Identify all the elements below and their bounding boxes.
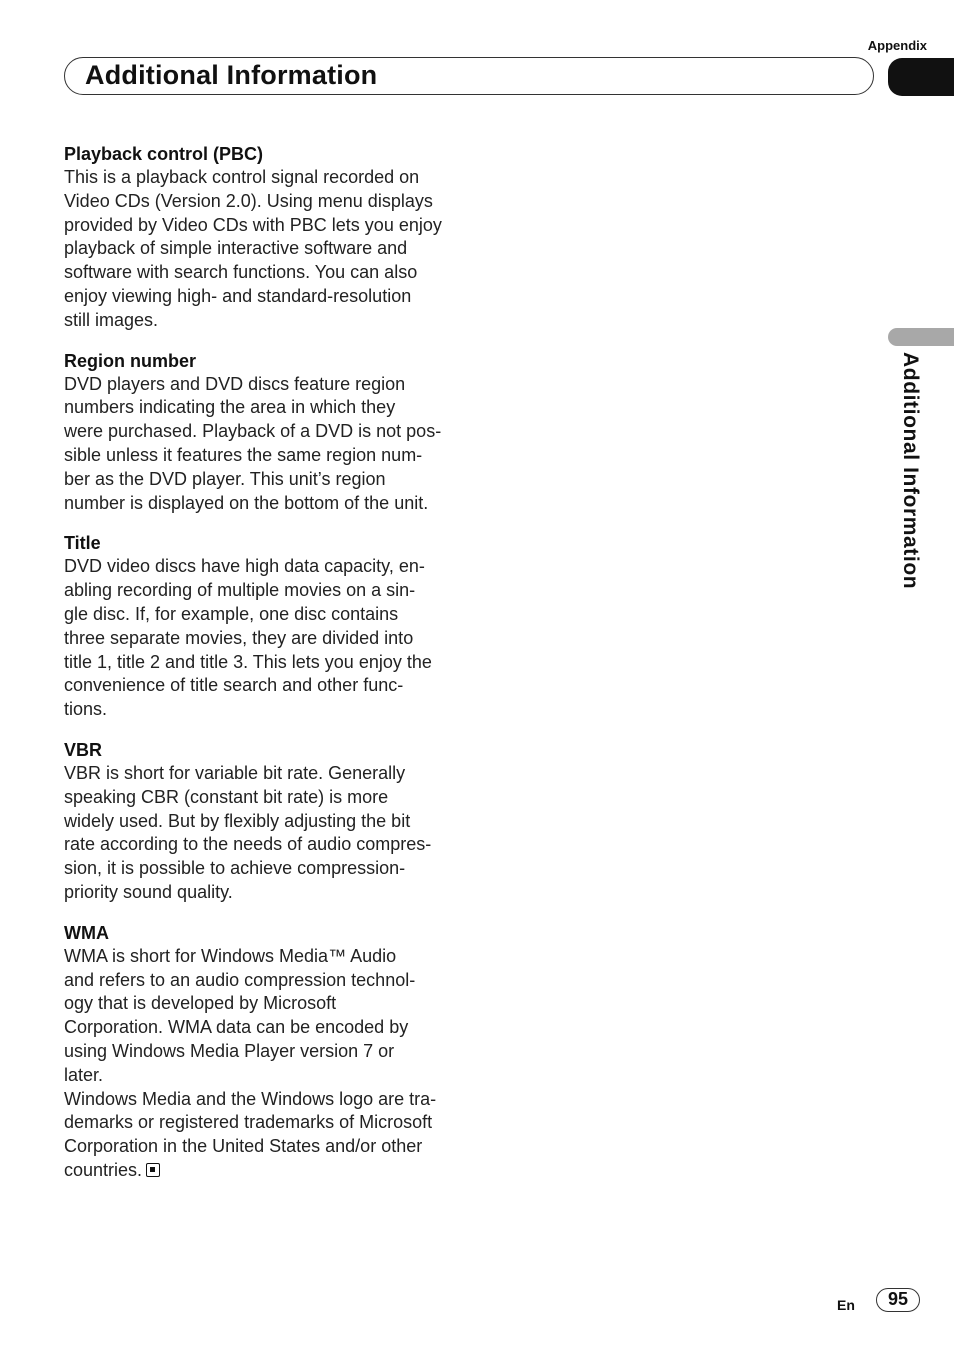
footer-language: En xyxy=(837,1297,855,1313)
entry-line: using Windows Media Player version 7 or xyxy=(64,1040,395,1061)
entry-line: priority sound quality. xyxy=(64,881,233,902)
entry-line: still images. xyxy=(64,309,159,330)
entry-line: widely used. But by flexibly adjusting the bit xyxy=(64,810,411,831)
glossary-entry-region-number xyxy=(64,349,464,516)
entry-line: tions. xyxy=(64,699,108,720)
entry-line: ogy that is developed by Microsoft xyxy=(64,993,337,1014)
entry-term: Title xyxy=(64,533,101,554)
entry-body xyxy=(64,762,464,905)
page-title: Additional Information xyxy=(85,60,378,90)
section-tab-marker xyxy=(888,58,954,96)
entry-line: software with search functions. You can also xyxy=(64,262,418,283)
entry-line: numbers indicating the area in which they xyxy=(64,397,396,418)
entry-line: Windows Media and the Windows logo are tra- xyxy=(64,1088,437,1109)
glossary-entry-title xyxy=(64,531,464,722)
entry-line: convenience of title search and other func- xyxy=(64,675,404,696)
entry-line: and refers to an audio compression technol- xyxy=(64,969,416,990)
entry-term: WMA xyxy=(64,922,109,943)
entry-line: title 1, title 2 and title 3. This lets you enjoy the xyxy=(64,651,432,672)
entry-line: VBR is short for variable bit rate. Generally xyxy=(64,762,406,783)
glossary-entry-pbc xyxy=(64,142,464,333)
entry-line: WMA is short for Windows Media™ Audio xyxy=(64,945,397,966)
glossary-entry-vbr xyxy=(64,738,464,905)
entry-line: provided by Video CDs with PBC lets you enjoy xyxy=(64,214,442,235)
entry-line: abling recording of multiple movies on a sin- xyxy=(64,580,416,601)
side-tab-marker xyxy=(888,328,954,346)
entry-line: three separate movies, they are divided into xyxy=(64,627,414,648)
entry-line: Corporation in the United States and/or other xyxy=(64,1136,423,1157)
entry-line: Corporation. WMA data can be encoded by xyxy=(64,1017,409,1038)
entry-line: demarks or registered trademarks of Microsoft xyxy=(64,1112,433,1133)
section-header xyxy=(64,57,874,95)
entry-body xyxy=(64,166,464,333)
entry-line: Video CDs (Version 2.0). Using menu displays xyxy=(64,190,433,211)
entry-line: playback of simple interactive software and xyxy=(64,238,408,259)
entry-line: rate according to the needs of audio compres- xyxy=(64,834,432,855)
side-tab-title: Additional Information xyxy=(899,352,922,590)
entry-line: ber as the DVD player. This unit’s region xyxy=(64,468,386,489)
entry-line: later. xyxy=(64,1064,104,1085)
entry-term: VBR xyxy=(64,739,103,760)
entry-line-text: countries. xyxy=(64,1159,143,1180)
entry-body xyxy=(64,373,464,516)
entry-line: This is a playback control signal recorded on xyxy=(64,167,420,187)
entry-line: were purchased. Playback of a DVD is not pos- xyxy=(64,421,442,442)
end-of-section-icon xyxy=(146,1163,160,1177)
glossary-content xyxy=(64,142,464,1199)
entry-term: Playback control (PBC) xyxy=(64,144,264,164)
page-number: 95 xyxy=(876,1288,920,1312)
appendix-label: Appendix xyxy=(867,38,927,53)
entry-line: DVD video discs have high data capacity, en- xyxy=(64,556,425,577)
entry-line: enjoy viewing high- and standard-resolution xyxy=(64,285,412,306)
entry-line-last xyxy=(64,1159,464,1183)
entry-term: Region number xyxy=(64,350,197,371)
entry-line: sion, it is possible to achieve compression- xyxy=(64,858,406,879)
entry-body xyxy=(64,945,464,1183)
entry-body xyxy=(64,555,464,722)
entry-line: DVD players and DVD discs feature region xyxy=(64,373,406,394)
entry-line: number is displayed on the bottom of the unit. xyxy=(64,492,429,513)
glossary-entry-wma xyxy=(64,921,464,1183)
entry-line: gle disc. If, for example, one disc contains xyxy=(64,603,399,624)
entry-line: sible unless it features the same region num- xyxy=(64,444,423,465)
entry-line: speaking CBR (constant bit rate) is more xyxy=(64,786,389,807)
